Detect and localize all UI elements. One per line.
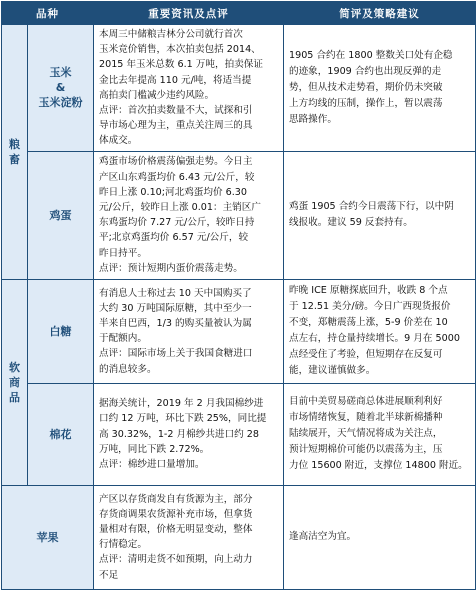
text-line: 线报收。建议 59 反套持有。 — [289, 217, 413, 229]
text-line: 据海关统计，2019 年 2 月我国棉纱进 — [99, 398, 264, 410]
text-line: 点评：棉纱进口量增加。 — [99, 458, 205, 470]
table-header-row — [2, 2, 476, 25]
text-line: 力位 15600 附近，支撑位 14800 附近。 — [289, 460, 468, 472]
text-line: 势，但从技术走势看，期价仍未突破 — [289, 81, 443, 93]
item-label-line: 棉花 — [49, 427, 72, 441]
group-soft — [2, 279, 28, 485]
text-line: 半来自巴西，1/3 的购买量被认为属 — [99, 317, 252, 329]
text-line: 高 30.32%，1-2 月棉纱共进口约 28 — [99, 428, 259, 440]
comment-egg — [284, 151, 476, 279]
item-label-line: 白糖 — [49, 324, 72, 338]
comment-corn — [284, 25, 476, 152]
text-line: 产区以存货商发自有货源为主，部分 — [99, 493, 253, 505]
commodity-table — [1, 1, 476, 590]
text-line: 不足 — [99, 569, 119, 581]
text-line: 平;北京鸡蛋均价 6.57 元/公斤，较 — [99, 232, 249, 244]
table-row-apple — [2, 485, 476, 589]
text-line: 导市场心理为主，重点关注周三的具 — [99, 120, 253, 132]
text-line: 昨日上涨 0.10;河北鸡蛋均价 6.30 — [99, 186, 247, 198]
item-label-line: 苹果 — [36, 530, 59, 544]
text-line: 点评：清明走货不如预期，向上动力 — [99, 554, 253, 566]
text-line: 目前中美贸易磋商总体进展顺利利好 — [289, 396, 443, 408]
text-line: 金比去年提高 110 元/吨，将适当提 — [99, 74, 252, 86]
text-line: 玉米竞价销售，本次拍卖包括 2014、 — [99, 44, 261, 56]
news-sugar — [94, 279, 284, 383]
news-apple — [94, 485, 284, 589]
table-row-corn — [2, 25, 476, 152]
item-label-line: 鸡蛋 — [49, 208, 72, 222]
item-sugar — [28, 279, 94, 383]
text-line: 东鸡蛋均价 7.27 元/公斤，较昨日持 — [99, 217, 255, 229]
text-line: 于配额内。 — [99, 333, 147, 345]
text-line: 本周三中储粮吉林分公司就行首次 — [99, 29, 243, 40]
item-apple — [2, 485, 94, 589]
text-line: 昨日持平。 — [99, 247, 147, 259]
text-line: 的迹象，1909 合约也出现反弹的走 — [289, 65, 442, 77]
text-line: 点经受住了考验，但短期存在反复可 — [289, 349, 443, 361]
table-row-egg — [2, 151, 476, 279]
text-line: 产区山东鸡蛋均价 6.43 元/公斤，较 — [99, 171, 255, 183]
text-line: 体成交。 — [99, 135, 138, 147]
text-line: 于 12.51 美分/磅。今日广西现货报价 — [289, 301, 451, 313]
text-line: 市场情绪恢复，随着北半球新棉播种 — [289, 412, 443, 424]
item-egg — [28, 151, 94, 279]
header-news: 重要资讯及点评 — [94, 2, 284, 25]
item-label-line: 玉米淀粉 — [38, 96, 83, 110]
text-line: 点左右，持仓量持续增长。9 月在 5000 — [289, 333, 460, 345]
group-label-char: 软 — [9, 360, 20, 374]
text-line: 大约 30 万吨国际原糖，其中至少一 — [99, 302, 252, 314]
news-corn — [94, 25, 284, 152]
text-line: 逢高沽空为宜。 — [289, 531, 357, 543]
text-line: 上方均线的压制，操作上，暂以震荡 — [289, 97, 443, 109]
group-label-char: 品 — [9, 390, 20, 404]
text-line: 1905 合约在 1800 整数关口处有企稳 — [289, 49, 453, 61]
header-category: 品种 — [2, 2, 94, 25]
comment-apple — [284, 485, 476, 589]
text-line: 2015 年玉米总数 6.1 万吨，拍卖保证 — [99, 59, 263, 71]
item-label-line: 玉米 — [49, 66, 72, 80]
text-line: 陆续展开，天气情况将成为关注点， — [289, 428, 443, 440]
news-egg — [94, 151, 284, 279]
text-line: 元/公斤，较昨日上涨 0.01：主销区广 — [99, 201, 261, 213]
text-line: 高拍卖门槛减少违约风险。 — [99, 89, 215, 101]
group-label-char: 商 — [9, 375, 20, 389]
item-label-line: & — [55, 81, 66, 95]
text-line: 点评：首次拍卖数量不大，试探和引 — [99, 105, 253, 117]
group-label-soft — [2, 360, 27, 405]
text-line: 万吨，同比下跌 2.72%。 — [99, 443, 210, 455]
text-line: 点评：预计短期内蛋价震荡走势。 — [99, 262, 243, 274]
group-label-char: 粮 — [9, 137, 20, 151]
text-line: 昨晚 ICE 原糖探底回升，收跌 8 个点 — [289, 285, 448, 297]
item-cotton — [28, 383, 94, 485]
text-line: 口约 12 万吨，环比下跌 25%，同比提 — [99, 413, 267, 425]
group-label-char: 畜 — [9, 152, 20, 166]
text-line: 预计短期棉价可能仍以震荡为主，压 — [289, 444, 443, 456]
group-label-grain — [2, 137, 27, 167]
text-line: 存货商调果农货源补充市场，但拿货 — [99, 508, 253, 520]
news-cotton — [94, 383, 284, 485]
group-grain — [2, 25, 28, 280]
text-line: 鸡蛋市场价格震荡偏强走势。今日主 — [99, 156, 253, 168]
text-line: 能，建议谨慎做多。 — [289, 365, 376, 377]
table-row-cotton — [2, 383, 476, 485]
comment-cotton — [284, 383, 476, 485]
text-line: 量相对有限，价格无明显变动，整体 — [99, 523, 253, 535]
text-line: 不变，郑糖震荡上涨，5-9 价差在 10 — [289, 317, 448, 329]
text-line: 行情稳定。 — [99, 539, 147, 551]
text-line: 有消息人士称过去 10 天中国购买了 — [99, 287, 252, 299]
item-corn — [28, 25, 94, 152]
text-line: 点评：国际市场上关于我国食糖进口 — [99, 348, 253, 360]
text-line: 的消息较多。 — [99, 363, 157, 375]
text-line: 思路操作。 — [289, 113, 337, 125]
comment-sugar — [284, 279, 476, 383]
table-row-sugar — [2, 279, 476, 383]
text-line: 鸡蛋 1905 合约今日震荡下行，以中阴 — [289, 201, 454, 213]
header-comment: 简评及策略建议 — [284, 2, 476, 25]
